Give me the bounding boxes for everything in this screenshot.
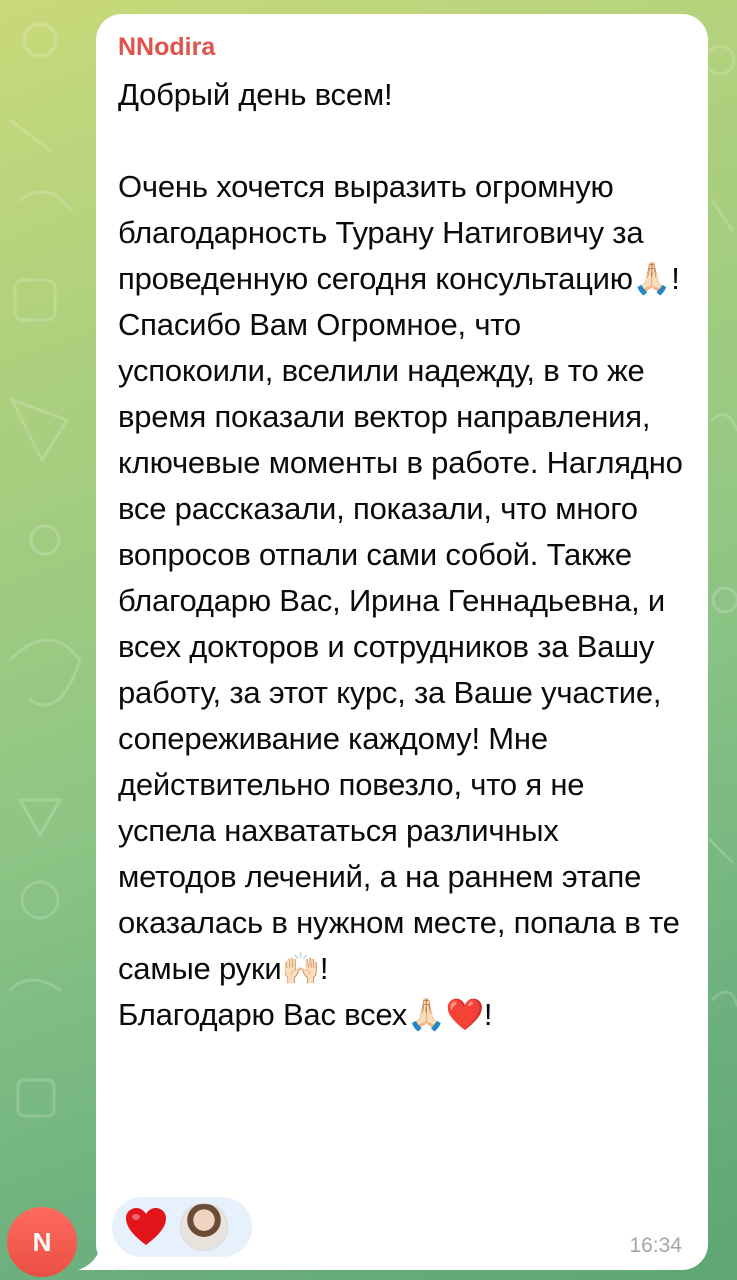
message-bubble[interactable]	[96, 14, 708, 1270]
reaction-pill[interactable]	[112, 1197, 252, 1257]
heart-icon	[124, 1207, 168, 1247]
sender-avatar[interactable]: N	[7, 1207, 77, 1277]
message-text: Добрый день всем! Очень хочется выразить огромную благодарность Турану Натиговичу за проведенную сегодня консультацию🙏🏻! Спасибо Вам Огромное, что успокоили, вселили надежду, в то же время показали вектор направления, ключевые моменты в работе. Наглядно все рассказали, показали, что много вопросов отпали сами собой. Также благодарю Вас, Ирина Геннадьевна, и всех докторов и сотрудников за Вашу работу, за этот курс, за Ваше участие, сопереживание каждому! Мне действительно повезло, что я не успела нахвататься различных методов лечений, а на раннем этапе оказалась в нужном месте, попала в те самые руки🙌🏻! Благодарю Вас всех🙏🏻❤️!	[118, 77, 683, 1032]
reactor-avatar[interactable]	[180, 1203, 228, 1251]
sender-name[interactable]: NNodira	[118, 33, 216, 61]
message-timestamp: 16:34	[629, 1234, 682, 1257]
